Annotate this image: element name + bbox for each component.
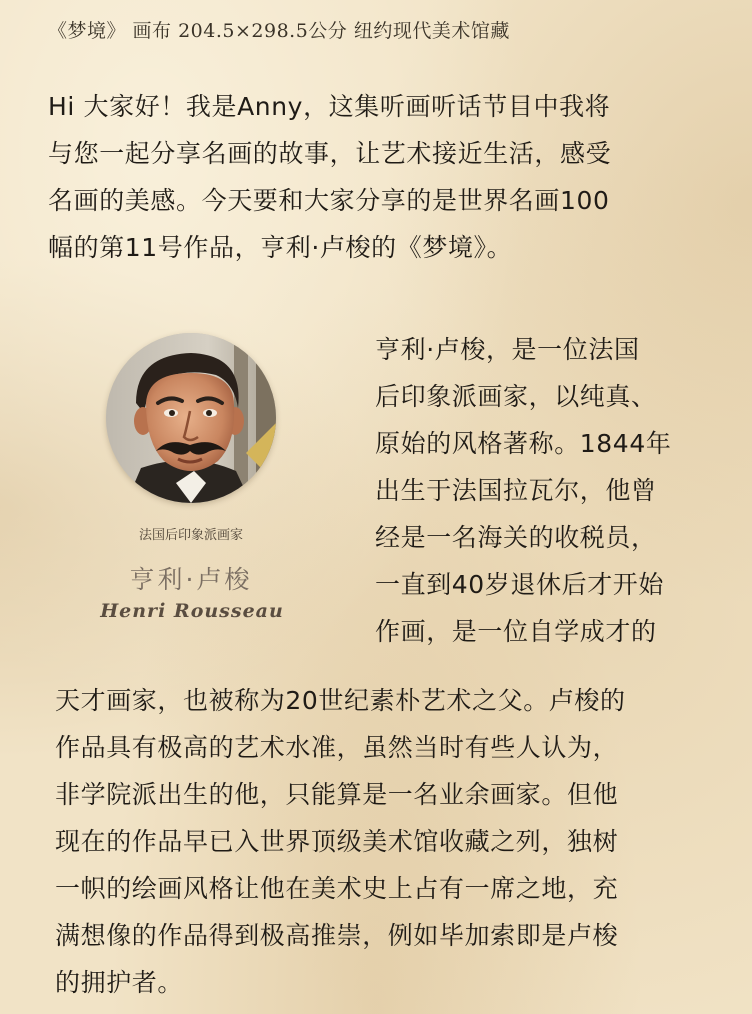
- body-line: 一帜的绘画风格让他在美术史上占有一席之地，充: [55, 874, 619, 903]
- body-line: 天才画家，也被称为20世纪素朴艺术之父。卢梭的: [55, 686, 626, 715]
- continuation-paragraph: [55, 677, 715, 1006]
- bio-line: 一直到40岁退休后才开始: [375, 570, 665, 599]
- bio-line: 作画，是一位自学成才的: [375, 617, 657, 646]
- bio-paragraph: [375, 326, 715, 655]
- body-line: 的拥护者。: [55, 968, 184, 997]
- artist-name-chinese: 亨利·卢梭: [129, 565, 253, 594]
- intro-paragraph: [48, 83, 718, 271]
- artist-name-english: Henri Rousseau: [100, 600, 284, 622]
- bio-line: 原始的风格著称。1844年: [375, 429, 672, 458]
- intro-line: 与您一起分享名画的故事，让艺术接近生活，感受: [48, 139, 612, 168]
- bio-line: 经是一名海关的收税员，: [375, 523, 657, 552]
- artist-portrait: [106, 333, 276, 503]
- artist-subtitle: 法国后印象派画家: [138, 528, 243, 543]
- body-line: 非学院派出生的他，只能算是一名业余画家。但他: [55, 780, 619, 809]
- body-line: 作品具有极高的艺术水准，虽然当时有些人认为，: [55, 733, 619, 762]
- bio-line: 亨利·卢梭，是一位法国: [375, 335, 640, 364]
- intro-line: 幅的第11号作品，亨利·卢梭的《梦境》。: [48, 233, 513, 262]
- bio-line: 后印象派画家，以纯真、: [375, 382, 657, 411]
- bio-line: 出生于法国拉瓦尔，他曾: [375, 476, 657, 505]
- body-line: 满想像的作品得到极高推崇，例如毕加索即是卢梭: [55, 921, 619, 950]
- artist-portrait-icon: [106, 333, 276, 503]
- intro-line: Hi 大家好！我是Anny，这集听画听话节目中我将: [48, 92, 611, 121]
- body-line: 现在的作品早已入世界顶级美术馆收藏之列，独树: [55, 827, 619, 856]
- intro-line: 名画的美感。今天要和大家分享的是世界名画100: [48, 186, 610, 215]
- painting-caption: 《梦境》 画布 204.5×298.5公分 纽约现代美术馆藏: [48, 20, 510, 42]
